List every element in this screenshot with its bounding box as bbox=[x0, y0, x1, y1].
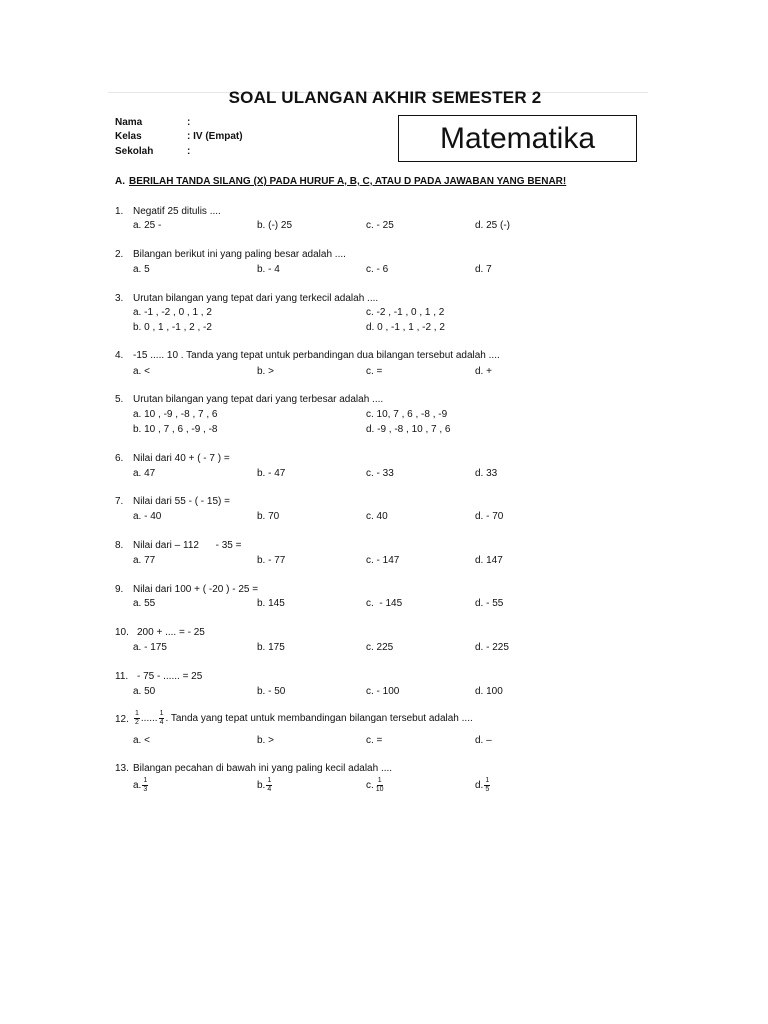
subject-box bbox=[398, 115, 637, 162]
field-value: : IV (Empat) bbox=[187, 131, 243, 142]
option-d: d. - 70 bbox=[475, 511, 504, 522]
fraction bbox=[375, 777, 385, 794]
option-d: d. 100 bbox=[475, 686, 503, 697]
option-c: c. -2 , -1 , 0 , 1 , 2 bbox=[366, 307, 445, 318]
field-value: : bbox=[187, 117, 191, 128]
option-d: d. 0 , -1 , 1 , -2 , 2 bbox=[366, 322, 445, 333]
option-c: c. 10, 7 , 6 , -8 , -9 bbox=[366, 409, 448, 420]
option-a: a. -1 , -2 , 0 , 1 , 2 bbox=[133, 307, 212, 318]
option-c: c. 40 bbox=[366, 511, 388, 522]
option-c: c. 225 bbox=[366, 642, 394, 653]
option-a: a. < bbox=[133, 735, 150, 746]
field-nama bbox=[115, 117, 190, 128]
question-text: 200 + .... = - 25 bbox=[137, 627, 205, 638]
fraction-numerator: 1 bbox=[267, 777, 272, 784]
option-b: b. - 47 bbox=[257, 468, 286, 479]
option-b: b. - 77 bbox=[257, 555, 286, 566]
question-number: 3. bbox=[115, 293, 124, 304]
question-text: Urutan bilangan yang tepat dari yang terbesar adalah .... bbox=[133, 394, 384, 405]
question-text: Nilai dari – 112 - 35 = bbox=[133, 540, 242, 551]
option-letter: c. bbox=[366, 780, 374, 792]
option-a: a. 50 bbox=[133, 686, 156, 697]
question-number: 10. bbox=[115, 627, 129, 638]
option-c bbox=[366, 777, 386, 794]
question-text-rest: . Tanda yang tepat untuk membandingan bilangan tersebut adalah .... bbox=[165, 713, 473, 725]
option-d: d. 147 bbox=[475, 555, 503, 566]
fraction-numerator: 1 bbox=[159, 710, 164, 717]
option-b: b. - 4 bbox=[257, 264, 280, 275]
question-number: 12. bbox=[115, 714, 129, 725]
question-text: Bilangan pecahan di bawah ini yang paling kecil adalah .... bbox=[133, 763, 393, 774]
section-letter: A. bbox=[115, 176, 125, 187]
option-c: c. - 33 bbox=[366, 468, 394, 479]
fraction bbox=[484, 777, 490, 794]
question-number: 2. bbox=[115, 249, 124, 260]
option-a: a. 55 bbox=[133, 598, 156, 609]
page-title: SOAL ULANGAN AKHIR SEMESTER 2 bbox=[228, 88, 542, 107]
option-b: b. 145 bbox=[257, 598, 285, 609]
fraction-denominator: 10 bbox=[375, 786, 384, 793]
option-c: c. = bbox=[366, 735, 383, 746]
option-d: d. 7 bbox=[475, 264, 492, 275]
fraction-numerator: 1 bbox=[377, 777, 382, 784]
option-b: b. 0 , 1 , -1 , 2 , -2 bbox=[133, 322, 212, 333]
option-b: b. > bbox=[257, 366, 274, 377]
option-a: a. 77 bbox=[133, 555, 156, 566]
fraction bbox=[142, 777, 148, 794]
question-text bbox=[133, 710, 473, 727]
option-b: b. > bbox=[257, 735, 274, 746]
option-d: d. – bbox=[475, 735, 492, 746]
option-b: b. (-) 25 bbox=[257, 220, 293, 231]
option-c: c. - 100 bbox=[366, 686, 400, 697]
option-a: a. - 40 bbox=[133, 511, 162, 522]
option-d: d. 25 (-) bbox=[475, 220, 511, 231]
fraction-denominator: 3 bbox=[143, 786, 148, 793]
option-c: c. - 147 bbox=[366, 555, 400, 566]
option-b: b. 175 bbox=[257, 642, 285, 653]
fraction-denominator: 4 bbox=[267, 786, 272, 793]
fraction bbox=[134, 710, 140, 727]
field-kelas bbox=[115, 131, 243, 142]
fraction-denominator: 2 bbox=[135, 719, 139, 726]
field-value: : bbox=[187, 146, 191, 157]
option-b: b. - 50 bbox=[257, 686, 286, 697]
option-a: a. 5 bbox=[133, 264, 150, 275]
comparison-dots: ...... bbox=[140, 713, 158, 725]
question-number: 9. bbox=[115, 584, 124, 595]
option-a: a. - 175 bbox=[133, 642, 167, 653]
question-text: Negatif 25 ditulis .... bbox=[133, 206, 221, 217]
question-number: 1. bbox=[115, 206, 124, 217]
option-a bbox=[133, 777, 149, 794]
option-d: d. - 55 bbox=[475, 598, 504, 609]
option-b bbox=[257, 777, 273, 794]
question-number: 4. bbox=[115, 350, 124, 361]
question-text: Nilai dari 55 - ( - 15) = bbox=[133, 496, 230, 507]
question-text: Urutan bilangan yang tepat dari yang terkecil adalah .... bbox=[133, 293, 379, 304]
option-d: d. 33 bbox=[475, 468, 498, 479]
option-c: c. - 145 bbox=[366, 598, 403, 609]
fraction bbox=[266, 777, 272, 794]
question-text: Nilai dari 40 + ( - 7 ) = bbox=[133, 453, 230, 464]
option-b: b. 70 bbox=[257, 511, 280, 522]
option-d bbox=[475, 777, 491, 794]
fraction-denominator: 4 bbox=[159, 719, 164, 726]
question-text: Nilai dari 100 + ( -20 ) - 25 = bbox=[133, 584, 259, 595]
question-number: 6. bbox=[115, 453, 124, 464]
field-label: Sekolah bbox=[115, 146, 154, 157]
question-number: 7. bbox=[115, 496, 124, 507]
field-label: Kelas bbox=[115, 131, 142, 142]
fraction-denominator: 5 bbox=[485, 786, 490, 793]
option-letter: b. bbox=[257, 780, 266, 792]
option-c: c. - 25 bbox=[366, 220, 394, 231]
question-text: Bilangan berikut ini yang paling besar adalah .... bbox=[133, 249, 346, 260]
option-d: d. + bbox=[475, 366, 492, 377]
question-number: 8. bbox=[115, 540, 124, 551]
subject-title: Matematika bbox=[439, 121, 596, 155]
fraction-numerator: 1 bbox=[485, 777, 490, 784]
fraction bbox=[159, 710, 165, 727]
option-b: b. 10 , 7 , 6 , -9 , -8 bbox=[133, 424, 218, 435]
question-number: 13. bbox=[115, 763, 129, 774]
option-a: a. 25 - bbox=[133, 220, 162, 231]
fraction-numerator: 1 bbox=[135, 710, 139, 717]
option-letter: d. bbox=[475, 780, 484, 792]
section-instruction bbox=[115, 176, 566, 187]
question-number: 11. bbox=[115, 671, 129, 682]
option-a: a. 10 , -9 , -8 , 7 , 6 bbox=[133, 409, 218, 420]
option-a: a. < bbox=[133, 366, 150, 377]
option-d: d. - 225 bbox=[475, 642, 509, 653]
question-text: - 75 - ...... = 25 bbox=[137, 671, 203, 682]
option-a: a. 47 bbox=[133, 468, 156, 479]
question-text: -15 ..... 10 . Tanda yang tepat untuk perbandingan dua bilangan tersebut adalah .... bbox=[133, 350, 500, 361]
fraction-numerator: 1 bbox=[143, 777, 148, 784]
section-text: BERILAH TANDA SILANG (X) PADA HURUF A, B, C, ATAU D PADA JAWABAN YANG BENAR! bbox=[129, 176, 567, 187]
field-label: Nama bbox=[115, 117, 143, 128]
option-c: c. = bbox=[366, 366, 383, 377]
option-letter: a. bbox=[133, 780, 142, 792]
option-c: c. - 6 bbox=[366, 264, 389, 275]
field-sekolah bbox=[115, 146, 190, 157]
option-d: d. -9 , -8 , 10 , 7 , 6 bbox=[366, 424, 451, 435]
question-number: 5. bbox=[115, 394, 124, 405]
